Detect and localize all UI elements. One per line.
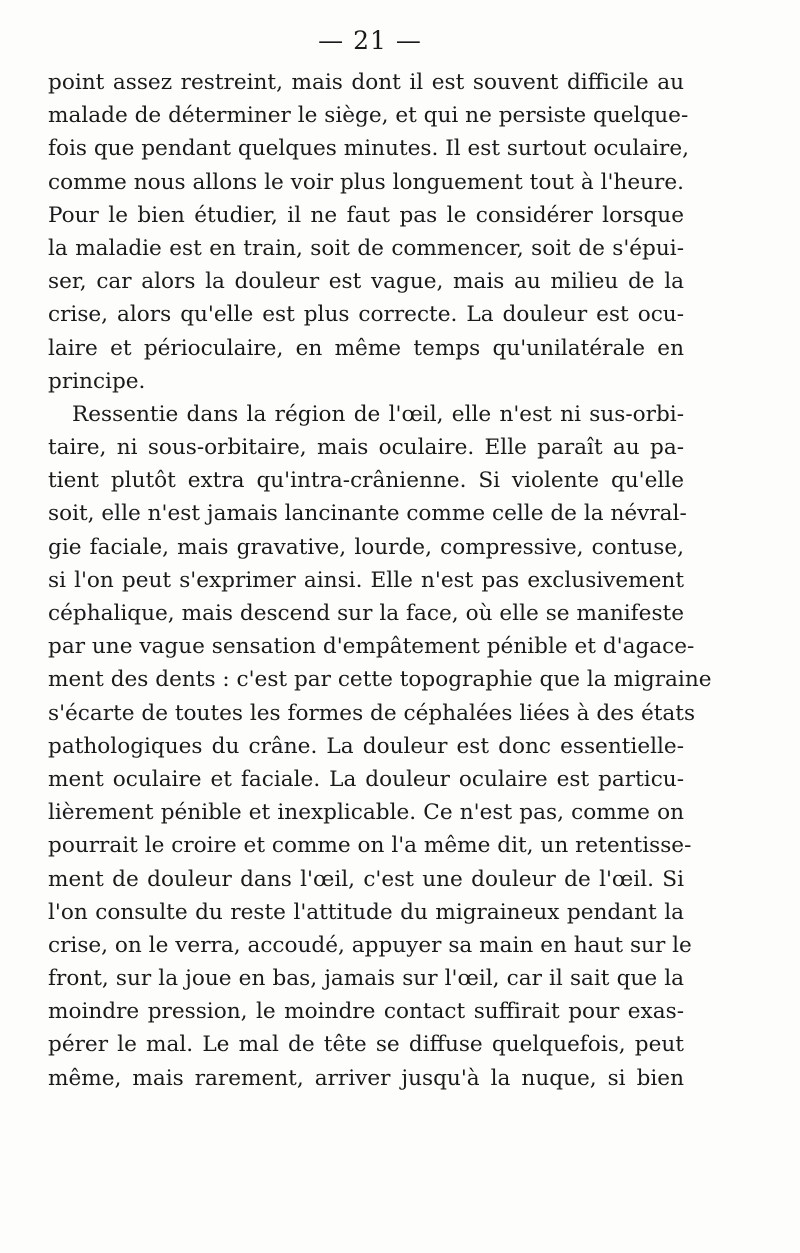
text-line: pérer le mal. Le mal de tête se diffuse quelquefois, peut — [48, 1032, 684, 1058]
text-line: pourrait le croire et comme on l'a même dit, un retentisse- — [48, 833, 692, 859]
page-number: — 21 — — [318, 26, 422, 55]
text-line: malade de déterminer le siège, et qui ne persiste quelque- — [48, 103, 689, 129]
text-line: moindre pression, le moindre contact suffirait pour exas- — [48, 999, 684, 1025]
text-line: s'écarte de toutes les formes de céphalées liées à des états — [48, 700, 696, 726]
text-line: gie faciale, mais gravative, lourde, compressive, contuse, — [48, 534, 684, 560]
text-line: la maladie est en train, soit de commencer, soit de s'épui- — [48, 235, 684, 261]
text-line: front, sur la joue en bas, jamais sur l'œil, car il sait que la — [48, 966, 684, 992]
text-line: ment oculaire et faciale. La douleur oculaire est particu- — [48, 766, 684, 792]
text-line: si l'on peut s'exprimer ainsi. Elle n'est pas exclusivement — [48, 567, 684, 593]
text-line: pathologiques du crâne. La douleur est donc essentielle- — [48, 733, 684, 759]
text-line: soit, elle n'est jamais lancinante comme celle de la névral- — [48, 501, 687, 527]
text-line: crise, on le verra, accoudé, appuyer sa main en haut sur le — [48, 932, 692, 958]
text-line: fois que pendant quelques minutes. Il est surtout oculaire, — [48, 136, 690, 162]
text-line: tient plutôt extra qu'intra-crânienne. Si violente qu'elle — [48, 468, 684, 494]
text-line: l'on consulte du reste l'attitude du migraineux pendant la — [48, 899, 684, 925]
text-line: comme nous allons le voir plus longuement tout à l'heure. — [48, 169, 684, 195]
text-line: ment de douleur dans l'œil, c'est une douleur de l'œil. Si — [48, 866, 684, 892]
text-line: lièrement pénible et inexplicable. Ce n'est pas, comme on — [48, 800, 684, 826]
body-text — [48, 66, 712, 1095]
text-line: principe. — [48, 368, 146, 394]
text-line: Ressentie dans la région de l'œil, elle n'est ni sus-orbi- — [72, 401, 684, 427]
text-line: laire et périoculaire, en même temps qu'unilatérale en — [48, 335, 684, 361]
text-line: ment des dents : c'est par cette topographie que la migraine — [48, 667, 712, 693]
text-line: céphalique, mais descend sur la face, où elle se manifeste — [48, 601, 684, 626]
text-line: Pour le bien étudier, il ne faut pas le considérer lorsque — [48, 202, 684, 228]
text-line: point assez restreint, mais dont il est souvent difficile au — [48, 70, 684, 95]
text-line: par une vague sensation d'empâtement pénible et d'agace- — [48, 634, 695, 660]
text-line: même, mais rarement, arriver jusqu'à la nuque, si bien — [48, 1065, 684, 1091]
text-line: crise, alors qu'elle est plus correcte. La douleur est ocu- — [48, 302, 684, 328]
text-line: ser, car alors la douleur est vague, mais au milieu de la — [48, 269, 684, 295]
text-line: taire, ni sous-orbitaire, mais oculaire. Elle paraît au pa- — [48, 435, 684, 461]
